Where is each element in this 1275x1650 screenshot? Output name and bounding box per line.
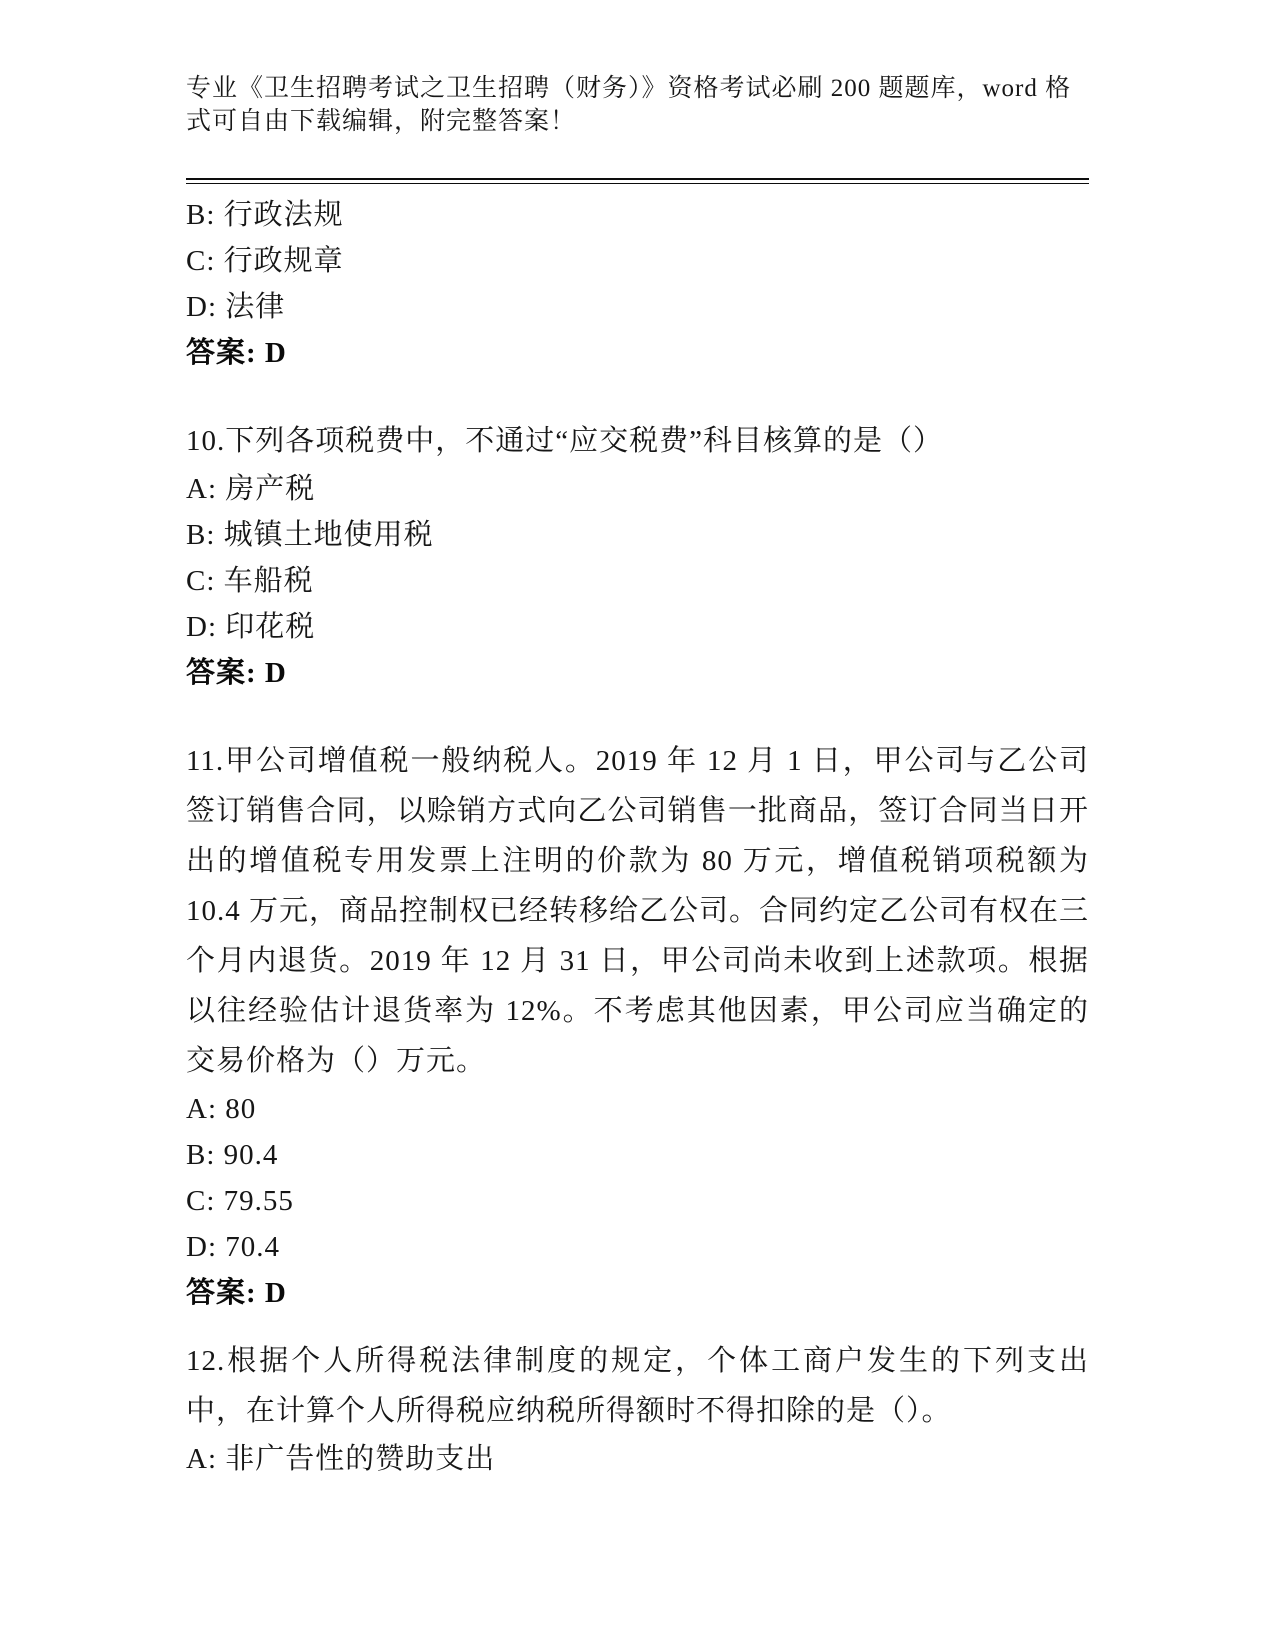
option-line: D: 法律 <box>186 291 286 323</box>
answer-line: 答案: D <box>186 1277 287 1309</box>
question-text: 11.甲公司增值税一般纳税人。2019 年 12 月 1 日，甲公司与乙公司签订销售合同，以赊销方式向乙公司销售一批商品，签订合同当日开出的增值税专用发票上注明的价款为 80 万元，增值税销项税额为 10.4 万元，商品控制权已经转移给乙公司。合同约定乙公司有权在三个月内退货。2019 年 12 月 31 日，甲公司尚未收到上述款项。根据以往经验估计退货率为 12%。不考虑其他因素，甲公司应当确定的交易价格为（）万元。 <box>186 745 1090 1077</box>
option-line: C: 行政规章 <box>186 245 344 277</box>
question-block-10 <box>186 416 1089 696</box>
option-line: C: 79.55 <box>186 1185 294 1217</box>
question-text: 12.根据个人所得税法律制度的规定，个体工商户发生的下列支出中，在计算个人所得税应纳税所得额时不得扣除的是（）。 <box>186 1345 1089 1427</box>
option-line: D: 印花税 <box>186 611 316 643</box>
answer-line: 答案: D <box>186 337 287 369</box>
option-line: B: 行政法规 <box>186 199 344 231</box>
option-line: A: 房产税 <box>186 473 316 505</box>
option-line: B: 城镇土地使用税 <box>186 519 434 551</box>
question-text: 10.下列各项税费中，不通过“应交税费”科目核算的是（） <box>186 425 943 457</box>
question-block-11 <box>186 736 1089 1316</box>
option-line: B: 90.4 <box>186 1139 279 1171</box>
header-title: 专业《卫生招聘考试之卫生招聘（财务）》资格考试必刷 200 题题库，word 格式可自由下载编辑，附完整答案！ <box>186 75 1072 135</box>
option-line: A: 非广告性的赞助支出 <box>186 1443 496 1475</box>
page-header <box>186 72 1089 184</box>
option-line: D: 70.4 <box>186 1231 280 1263</box>
question-fragment <box>186 192 1089 376</box>
option-line: C: 车船税 <box>186 565 314 597</box>
question-block-12 <box>186 1336 1089 1482</box>
answer-line: 答案: D <box>186 657 287 689</box>
option-line: A: 80 <box>186 1093 257 1125</box>
header-divider <box>186 178 1089 184</box>
